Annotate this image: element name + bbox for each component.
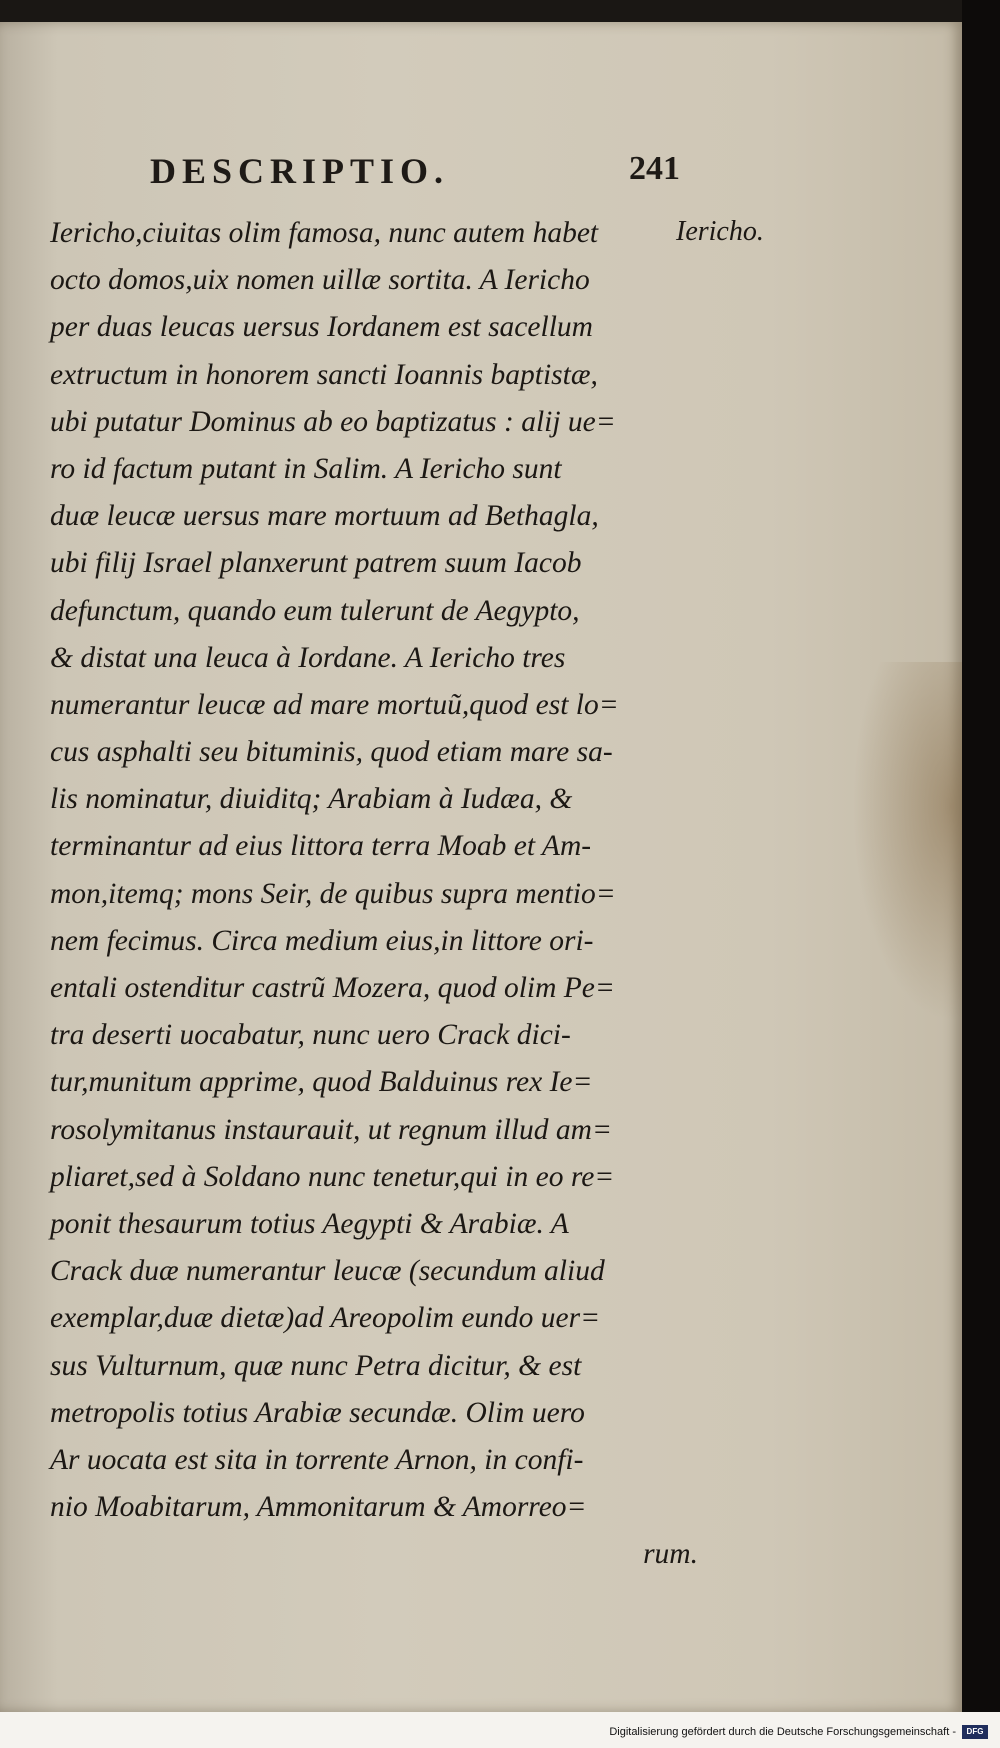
- text-line: duæ leucæ uersus mare mortuum ad Bethagla,: [50, 500, 599, 533]
- funding-credit: Digitalisierung gefördert durch die Deutsche Forschungsgemeinschaft -: [609, 1726, 956, 1738]
- text-line: tra deserti uocabatur, nunc uero Crack dici-: [50, 1019, 571, 1052]
- text-line: cus asphalti seu bituminis, quod etiam mare sa-: [50, 736, 613, 769]
- running-title: DESCRIPTIO.: [150, 151, 450, 191]
- book-page: [0, 22, 962, 1712]
- page-number: 241: [629, 150, 680, 187]
- text-line: ubi putatur Dominus ab eo baptizatus : alij ue=: [50, 405, 616, 438]
- text-line: octo domos,uix nomen uillæ sortita. A Iericho: [50, 264, 590, 297]
- text-line: metropolis totius Arabiæ secundæ. Olim uero: [50, 1396, 585, 1429]
- text-line: terminantur ad eius littora terra Moab et Am-: [50, 830, 592, 863]
- text-line-final: rum.: [643, 1538, 698, 1571]
- text-line: lis nominatur, diuiditq; Arabiam à Iudæa, &: [50, 783, 573, 816]
- text-line: Ar uocata est sita in torrente Arnon, in confi-: [50, 1443, 584, 1476]
- page-header: [150, 150, 680, 200]
- margin-note: Iericho.: [676, 216, 764, 247]
- text-line: mon,itemq; mons Seir, de quibus supra mentio=: [50, 877, 616, 910]
- text-line: extructum in honorem sancti Ioannis baptistæ,: [50, 358, 598, 391]
- text-line: nio Moabitarum, Ammonitarum & Amorreo=: [50, 1491, 587, 1524]
- text-line: rosolymitanus instaurauit, ut regnum illud am=: [50, 1113, 612, 1146]
- text-line: ubi filij Israel planxerunt patrem suum Iacob: [50, 547, 582, 580]
- text-line: numerantur leucæ ad mare mortuũ,quod est lo=: [50, 688, 619, 721]
- scan-border: [962, 0, 1000, 1748]
- footer-bar: [0, 1712, 1000, 1748]
- page-stain: [852, 662, 962, 1022]
- text-line: ponit thesaurum totius Aegypti & Arabiæ. A: [50, 1207, 569, 1240]
- text-line: defunctum, quando eum tulerunt de Aegypto,: [50, 594, 580, 627]
- text-line: Iericho,ciuitas olim famosa, nunc autem habet: [50, 217, 599, 249]
- text-line: sus Vulturnum, quæ nunc Petra dicitur, & est: [50, 1349, 582, 1382]
- body-text: [50, 210, 700, 1578]
- text-line: exemplar,duæ dietæ)ad Areopolim eundo uer=: [50, 1302, 601, 1335]
- text-line: nem fecimus. Circa medium eius,in littore ori-: [50, 924, 594, 957]
- text-line: & distat una leuca à Iordane. A Iericho tres: [50, 641, 566, 674]
- text-line: pliaret,sed à Soldano nunc tenetur,qui in eo re=: [50, 1160, 615, 1193]
- text-line: entali ostenditur castrũ Mozera, quod olim Pe=: [50, 972, 615, 1004]
- text-line: ro id factum putant in Salim. A Iericho sunt: [50, 452, 562, 485]
- text-line: Crack duæ numerantur leucæ (secundum aliud: [50, 1255, 605, 1288]
- dfg-logo-icon: DFG: [962, 1725, 988, 1739]
- text-line: tur,munitum apprime, quod Balduinus rex Ie=: [50, 1066, 593, 1099]
- text-line: per duas leucas uersus Iordanem est sacellum: [50, 311, 593, 344]
